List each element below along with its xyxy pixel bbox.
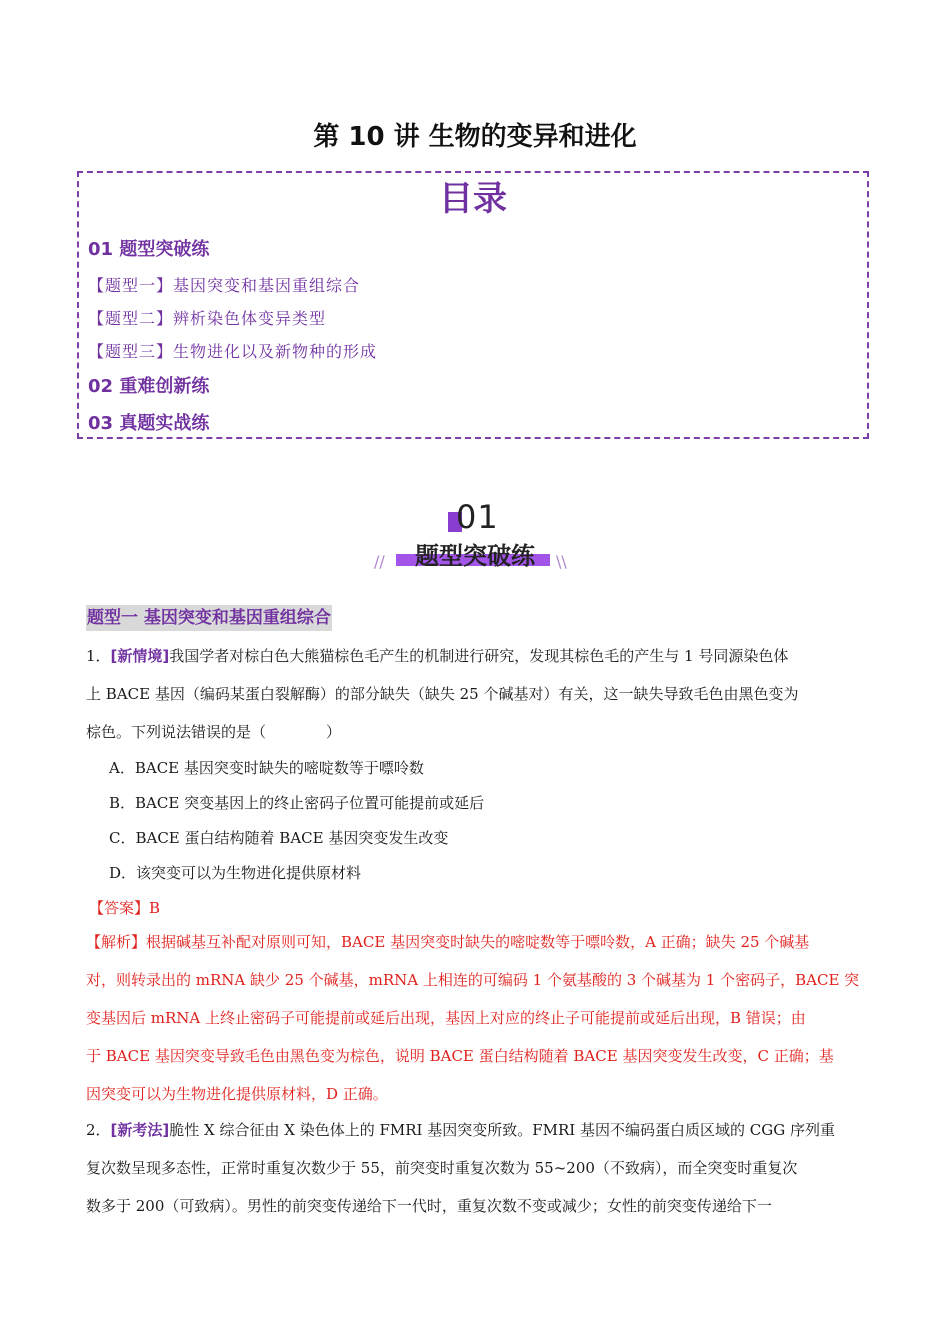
toc-item-section-03[interactable]: 03 真题实战练 xyxy=(88,413,210,434)
decorative-slash-left: // xyxy=(374,552,385,571)
question-number: 1． xyxy=(86,647,111,665)
question-line: 复次数呈现多态性，正常时重复次数少于 55，前突变时重复次数为 55~200（不致病），而全突变时重复次 xyxy=(86,1159,798,1177)
question-line: 棕色。下列说法错误的是（ ） xyxy=(86,723,342,741)
analysis-line: 对，则转录出的 mRNA 缺少 25 个碱基，mRNA 上相连的可编码 1 个氨基酸的 3 个碱基为 1 个密码子，BACE 突 xyxy=(86,971,860,989)
answer-label: 【答案】 xyxy=(89,899,150,917)
analysis-label: 【解析】 xyxy=(86,933,147,951)
question-line xyxy=(86,1111,864,1149)
type-heading: 题型一 基因突变和基因重组综合 xyxy=(86,605,332,631)
answer xyxy=(89,897,160,918)
option-d: D．该突变可以为生物进化提供原材料 xyxy=(109,864,362,882)
option-c: C．BACE 蛋白结构随着 BACE 基因突变发生改变 xyxy=(109,829,449,847)
question-line: 上 BACE 基因（编码某蛋白裂解酶）的部分缺失（缺失 25 个碱基对）有关，这一缺失导致毛色由黑色变为 xyxy=(86,685,799,703)
option-b: B．BACE 突变基因上的终止密码子位置可能提前或延后 xyxy=(109,794,485,812)
toc-item-section-01[interactable]: 01 题型突破练 xyxy=(88,239,210,260)
question-line xyxy=(86,637,864,675)
analysis-line xyxy=(86,923,864,961)
question-2-stem xyxy=(86,1111,864,1225)
table-of-contents xyxy=(77,171,869,439)
question-1-stem xyxy=(86,637,864,751)
toc-heading: 目录 xyxy=(439,179,507,219)
toc-item-type-1[interactable]: 【题型一】基因突变和基因重组综合 xyxy=(88,276,361,295)
section-badge xyxy=(370,496,580,576)
page-title: 第 10 讲 生物的变异和进化 xyxy=(313,122,637,152)
question-text: 脆性 X 综合征由 X 染色体上的 FMRI 基因突变所致。FMRI 基因不编码蛋白质区域的 CGG 序列重 xyxy=(169,1121,835,1139)
toc-item-section-02[interactable]: 02 重难创新练 xyxy=(88,376,210,397)
question-number: 2． xyxy=(86,1121,111,1139)
analysis xyxy=(86,923,864,1113)
question-tag: [新考法] xyxy=(110,1121,170,1139)
decorative-slash-right: \\ xyxy=(556,552,567,571)
analysis-line: 变基因后 mRNA 上终止密码子可能提前或延后出现，基因上对应的终止子可能提前或延后出现，B 错误；由 xyxy=(86,1009,806,1027)
toc-item-type-3[interactable]: 【题型三】生物进化以及新物种的形成 xyxy=(88,342,378,361)
analysis-text: 根据碱基互补配对原则可知，BACE 基因突变时缺失的嘧啶数等于嘌呤数，A 正确；缺失 25 个碱基 xyxy=(146,933,810,951)
answer-value: B xyxy=(149,899,161,917)
section-title: 题型突破练 xyxy=(415,542,535,570)
toc-item-type-2[interactable]: 【题型二】辨析染色体变异类型 xyxy=(88,309,327,328)
section-number: 01 xyxy=(456,498,499,536)
option-a: A．BACE 基因突变时缺失的嘧啶数等于嘌呤数 xyxy=(109,759,424,777)
question-tag: [新情境] xyxy=(110,647,170,665)
question-text: 我国学者对棕白色大熊猫棕色毛产生的机制进行研究，发现其棕色毛的产生与 1 号同源染色体 xyxy=(169,647,789,665)
question-line: 数多于 200（可致病）。男性的前突变传递给下一代时，重复次数不变或减少；女性的前突变传递给下一 xyxy=(86,1197,772,1215)
analysis-line: 于 BACE 基因突变导致毛色由黑色变为棕色，说明 BACE 蛋白结构随着 BACE 基因突变发生改变，C 正确；基 xyxy=(86,1047,834,1065)
analysis-line: 因突变可以为生物进化提供原材料，D 正确。 xyxy=(86,1085,388,1103)
